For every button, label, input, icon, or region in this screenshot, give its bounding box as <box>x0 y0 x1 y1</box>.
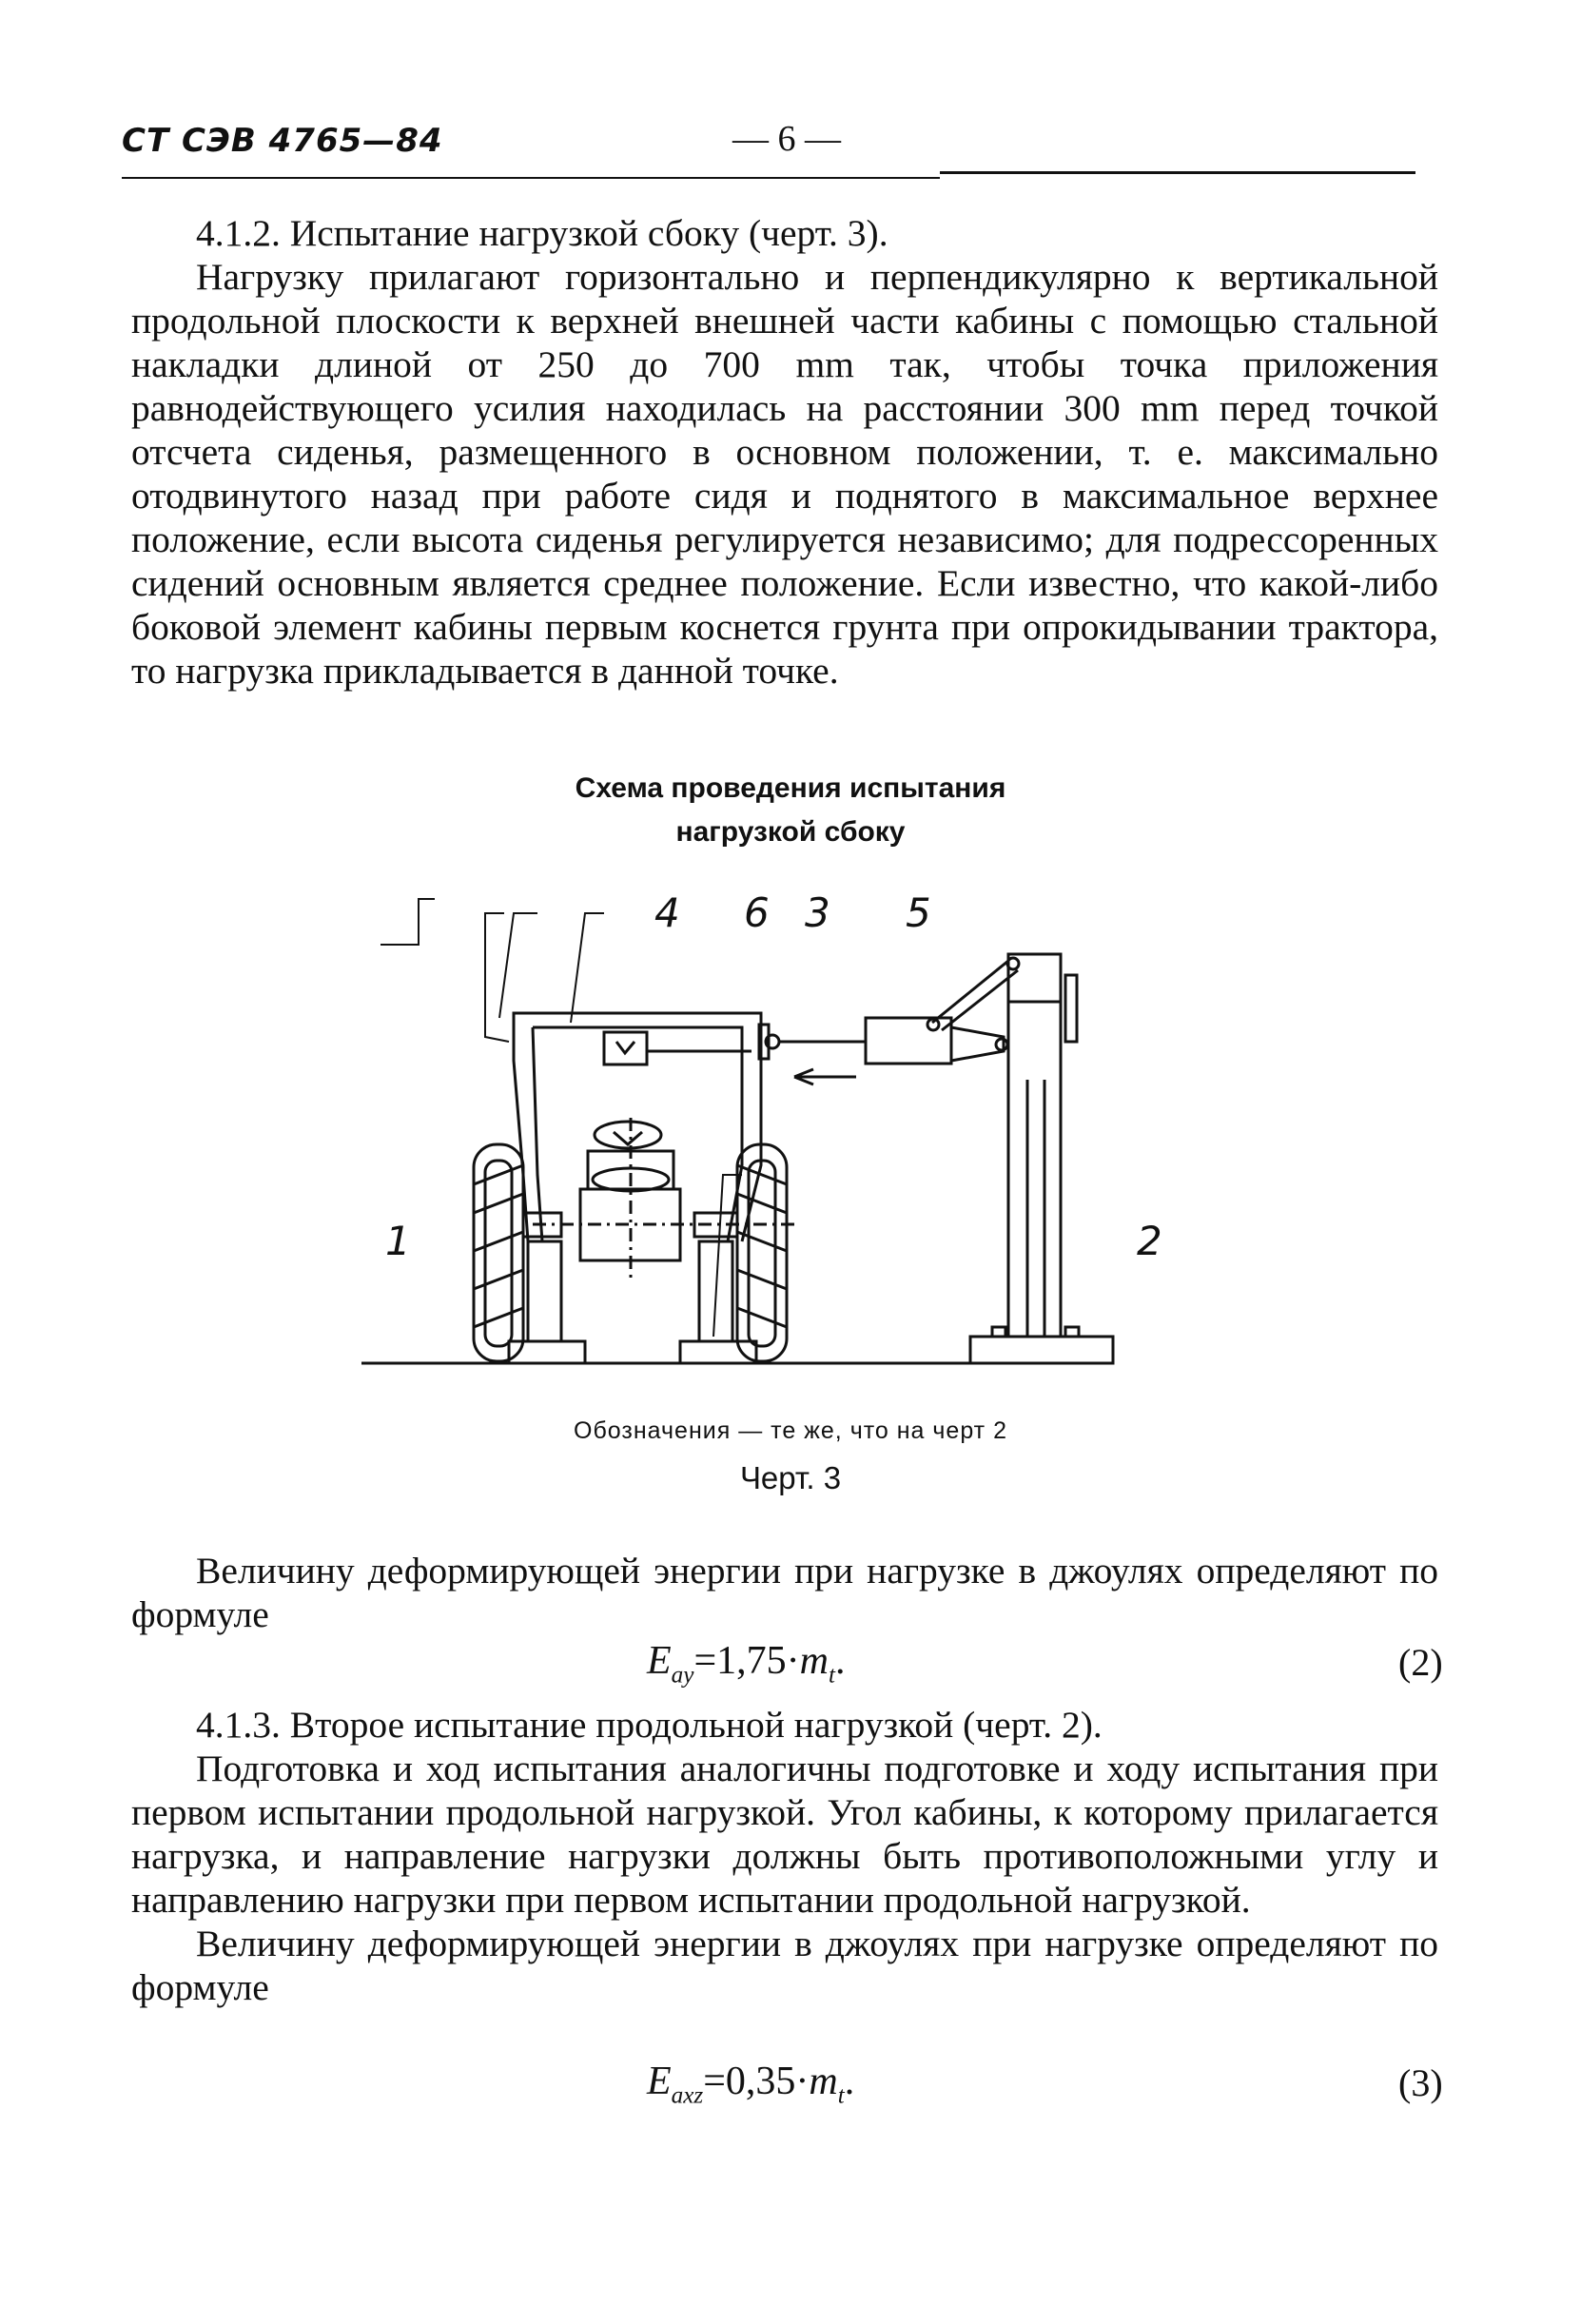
formula-2-number: (2) <box>1398 1641 1443 1684</box>
label-2: 2 <box>1137 1218 1162 1264</box>
column-head-plate <box>1065 975 1077 1042</box>
steering-wheel-mark <box>614 1132 642 1144</box>
section-4-1-3-paragraph-2: Величину деформирующей энергии в джоулях при нагрузке определяют по формуле <box>131 1923 1438 2008</box>
section-heading: 4.1.2. Испытание нагрузкой сбоку (черт. 3). <box>196 212 888 254</box>
formula-3-lhs: E <box>647 2060 672 2103</box>
figure-number: Черт. 3 <box>739 1460 842 1495</box>
leader-3 <box>499 913 537 1018</box>
formula-2-lhs-sub: ay <box>671 1662 694 1689</box>
formula-3-var: m <box>809 2060 838 2103</box>
formula-2-var: m <box>799 1639 829 1683</box>
cylinder-brace <box>932 961 1008 1023</box>
cylinder-brace-2 <box>942 970 1018 1030</box>
figure-title <box>0 767 1581 854</box>
column-body <box>1008 1002 1061 1337</box>
frame-right-outer <box>514 1013 761 1241</box>
formula-2-rhs: =1,75· <box>693 1639 800 1683</box>
leader-4 <box>381 899 435 945</box>
left-wheel-tread <box>474 1165 523 1327</box>
formula-2 <box>647 1638 845 1689</box>
section-paragraph: Нагрузку прилагают горизонтально и перпендикулярно к вертикальной продольной плоскости к верхней внешней части кабины с помощью стальной накладки длиной от 250 до 700 mm так, чтобы точка приложения равнодействующего усилия находилась на расстоянии 300 mm перед точкой отсчета сиденья, размещенного в основном положении, т. е. максимально отодвинутого назад при работе сидя и поднятого в максимальное верхнее положение, если высота сиденья регулируется независимо; для подрессоренных сидений основным является среднее положение. Если известно, что какой-либо боковой элемент кабины первым коснется грунта при опрокидывании трактора, то нагрузка прикладывается в данной точке. <box>131 256 1438 692</box>
formula-3-end: . <box>844 2060 855 2103</box>
left-stand <box>528 1241 561 1341</box>
left-wheel-outer <box>474 1144 523 1361</box>
figure-title-line-1: Схема проведения испытания <box>575 772 1006 804</box>
figure-title-line-2: нагрузкой сбоку <box>675 816 906 848</box>
right-wheel-outer <box>737 1144 787 1361</box>
frame-left-inner <box>533 1027 542 1241</box>
formula-2-var-sub: t <box>828 1662 835 1689</box>
formula-3 <box>647 2059 854 2109</box>
seat-box-mark <box>616 1042 634 1053</box>
header-rule-left <box>122 177 940 179</box>
frame-left-outer <box>514 1013 528 1241</box>
label-3: 3 <box>805 889 830 936</box>
column-bolt-right <box>1065 1327 1079 1337</box>
cylinder-pivot <box>996 1039 1007 1050</box>
page-number: — 6 — <box>732 119 841 159</box>
section-4-1-3-heading: 4.1.3. Второе испытание продольной нагрузкой (черт. 2). <box>196 1704 1103 1746</box>
seat-reference-box <box>604 1032 647 1064</box>
formula-3-rhs: =0,35· <box>703 2060 810 2103</box>
figure-caption: Обозначения — те же, что на черт 2 <box>574 1417 1007 1444</box>
header-rule-right <box>940 171 1415 174</box>
right-wheel-tread <box>737 1165 787 1327</box>
column-base <box>970 1337 1113 1363</box>
leader-5 <box>571 913 604 1023</box>
label-1: 1 <box>385 1218 411 1264</box>
energy-intro-text: Величину деформирующей энергии при нагрузке в джоулях определяют по формуле <box>131 1550 1438 1635</box>
right-stand-base <box>680 1341 756 1363</box>
label-6: 6 <box>744 889 770 936</box>
side-load-test-diagram <box>361 889 1199 1384</box>
formula-2-lhs: E <box>647 1639 672 1683</box>
formula-3-number: (3) <box>1398 2061 1443 2104</box>
energy-intro <box>131 1549 1438 1636</box>
formula-2-end: . <box>834 1639 846 1683</box>
label-4: 4 <box>654 889 680 936</box>
section-4-1-2 <box>131 211 1438 693</box>
section-4-1-3-paragraph-1: Подготовка и ход испытания аналогичны подготовке и ходу испытания при первом испытании продольной нагрузкой. Угол кабины, к которому прилагается нагрузка, и направление нагрузки должны быть противоположными углу и направлению нагрузки при первом испытании продольной нагрузкой. <box>131 1748 1438 1921</box>
formula-3-var-sub: t <box>837 2082 845 2109</box>
column-bolt-left <box>992 1327 1005 1337</box>
standard-code: СТ СЭВ 4765—84 <box>122 122 443 160</box>
formula-3-lhs-sub: axz <box>671 2082 704 2109</box>
label-5: 5 <box>906 889 931 936</box>
column-inner <box>1027 1080 1044 1337</box>
section-4-1-3 <box>131 1703 1438 2009</box>
column-head <box>1008 954 1061 1002</box>
